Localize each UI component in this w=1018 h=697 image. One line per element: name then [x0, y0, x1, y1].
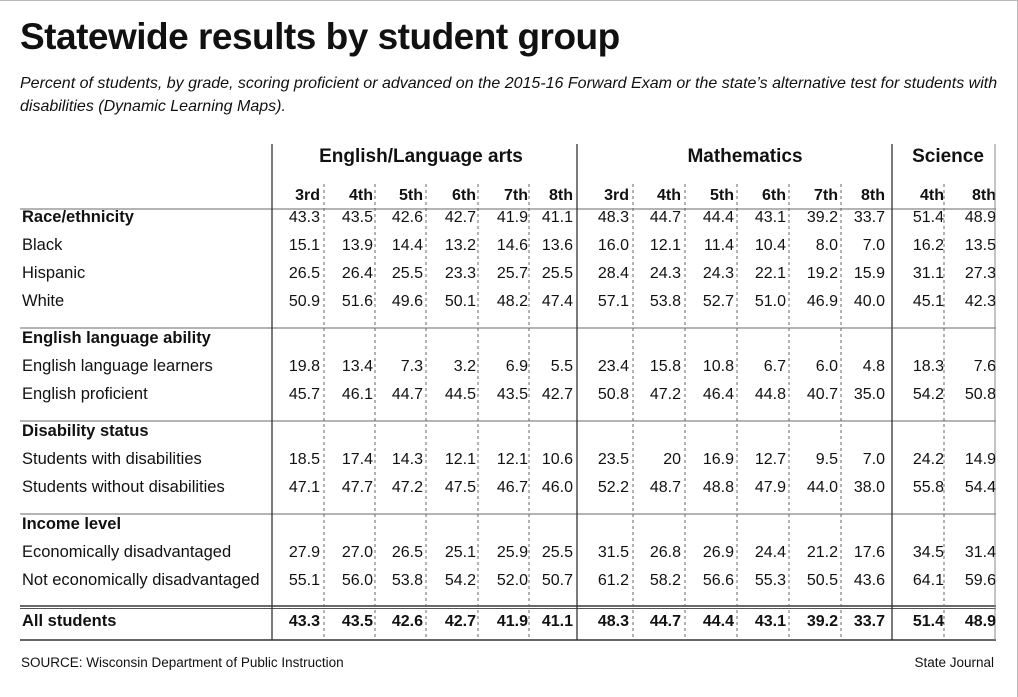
- table-cell: 16.0: [597, 237, 629, 254]
- table-cell: 7.6: [973, 358, 996, 375]
- table-cell: 59.6: [964, 572, 996, 589]
- chart-title: Statewide results by student group: [20, 16, 620, 57]
- table-cell: 13.9: [341, 237, 373, 254]
- table-cell: 24.4: [754, 544, 786, 561]
- table-cell: 55.8: [912, 479, 944, 496]
- table-cell: 35.0: [853, 386, 885, 403]
- table-cell: 48.3: [597, 209, 629, 226]
- table-cell: 44.4: [702, 209, 734, 226]
- table-cell: 6.7: [763, 358, 786, 375]
- total-cell: 43.3: [288, 613, 320, 630]
- table-cell: 46.7: [496, 479, 528, 496]
- table-cell: 25.5: [541, 544, 573, 561]
- row-label: Economically disadvantaged: [22, 543, 232, 561]
- table-cell: 9.5: [815, 451, 838, 468]
- table-cell: 12.1: [649, 237, 681, 254]
- table-cell: 26.5: [288, 265, 320, 282]
- table-cell: 12.1: [444, 451, 476, 468]
- section-label: English language ability: [22, 329, 211, 347]
- total-cell: 41.9: [496, 613, 528, 630]
- table-cell: 40.0: [853, 293, 885, 310]
- table-cell: 47.5: [444, 479, 476, 496]
- table-cell: 46.1: [341, 386, 373, 403]
- table-cell: 56.0: [341, 572, 373, 589]
- table-cell: 21.2: [806, 544, 838, 561]
- table-cell: 45.7: [288, 386, 320, 403]
- table-cell: 56.6: [702, 572, 734, 589]
- table-cell: 10.4: [754, 237, 786, 254]
- table-cell: 52.2: [597, 479, 629, 496]
- table-cell: 51.0: [754, 293, 786, 310]
- table-cell: 14.9: [964, 451, 996, 468]
- total-row-label: All students: [22, 612, 117, 630]
- table-cell: 46.9: [806, 293, 838, 310]
- table-cell: 24.3: [649, 265, 681, 282]
- table-cell: 46.4: [702, 386, 734, 403]
- table-cell: 47.2: [649, 386, 681, 403]
- table-cell: 8.0: [815, 237, 838, 254]
- table-cell: 20: [663, 451, 681, 468]
- table-cell: 19.2: [806, 265, 838, 282]
- table-cell: 48.7: [649, 479, 681, 496]
- table-cell: 26.4: [341, 265, 373, 282]
- table-cell: 44.7: [649, 209, 681, 226]
- total-cell: 43.1: [754, 613, 786, 630]
- table-cell: 54.2: [444, 572, 476, 589]
- grade-header: 4th: [920, 187, 944, 204]
- table-cell: 48.8: [702, 479, 734, 496]
- table-cell: 43.6: [853, 572, 885, 589]
- table-cell: 45.1: [912, 293, 944, 310]
- table-cell: 25.5: [541, 265, 573, 282]
- section-label: Disability status: [22, 422, 149, 440]
- table-cell: 46.0: [541, 479, 573, 496]
- table-cell: 47.9: [754, 479, 786, 496]
- table-cell: 61.2: [597, 572, 629, 589]
- table-cell: 44.0: [806, 479, 838, 496]
- grade-header: 6th: [452, 187, 476, 204]
- table-cell: 11.4: [704, 237, 734, 254]
- table-cell: 55.1: [288, 572, 320, 589]
- row-label: Hispanic: [22, 264, 86, 282]
- section-label: Income level: [22, 515, 122, 533]
- table-cell: 49.6: [391, 293, 423, 310]
- source-note: SOURCE: Wisconsin Department of Public Instruction: [21, 655, 344, 670]
- table-cell: 31.1: [912, 265, 944, 282]
- table-cell: 57.1: [597, 293, 629, 310]
- section-label: Race/ethnicity: [22, 208, 134, 226]
- table-cell: 50.5: [806, 572, 838, 589]
- table-cell: 43.5: [496, 386, 528, 403]
- table-cell: 51.4: [912, 209, 944, 226]
- table-cell: 13.5: [964, 237, 996, 254]
- table-cell: 24.2: [912, 451, 944, 468]
- table-cell: 23.3: [444, 265, 476, 282]
- table-cell: 48.2: [496, 293, 528, 310]
- table-cell: 54.4: [964, 479, 996, 496]
- table-cell: 7.0: [862, 451, 885, 468]
- table-cell: 6.9: [505, 358, 528, 375]
- table-cell: 50.8: [964, 386, 996, 403]
- table-cell: 16.2: [912, 237, 944, 254]
- table-cell: 19.8: [288, 358, 320, 375]
- total-cell: 51.4: [912, 613, 944, 630]
- table-cell: 14.6: [496, 237, 528, 254]
- table-cell: 48.9: [964, 209, 996, 226]
- total-cell: 44.4: [702, 613, 734, 630]
- table-cell: 58.2: [649, 572, 681, 589]
- table-cell: 25.1: [444, 544, 476, 561]
- row-label: Not economically disadvantaged: [22, 571, 260, 589]
- grade-header: 5th: [710, 187, 734, 204]
- table-cell: 31.5: [597, 544, 629, 561]
- total-cell: 44.7: [649, 613, 681, 630]
- table-cell: 27.3: [964, 265, 996, 282]
- table-cell: 55.3: [754, 572, 786, 589]
- grade-header: 5th: [399, 187, 423, 204]
- table-cell: 15.9: [853, 265, 885, 282]
- table-cell: 13.4: [341, 358, 373, 375]
- table-cell: 17.6: [853, 544, 885, 561]
- table-cell: 50.1: [444, 293, 476, 310]
- table-cell: 43.1: [754, 209, 786, 226]
- table-cell: 47.7: [341, 479, 373, 496]
- table-cell: 52.7: [702, 293, 734, 310]
- table-cell: 43.3: [288, 209, 320, 226]
- table-cell: 64.1: [912, 572, 944, 589]
- total-cell: 39.2: [806, 613, 838, 630]
- table-cell: 53.8: [391, 572, 423, 589]
- table-cell: 18.3: [912, 358, 944, 375]
- table-cell: 40.7: [806, 386, 838, 403]
- table-cell: 4.8: [862, 358, 885, 375]
- row-label: White: [22, 292, 65, 310]
- table-cell: 5.5: [550, 358, 573, 375]
- table-cell: 7.3: [400, 358, 423, 375]
- table-cell: 50.7: [541, 572, 573, 589]
- table-cell: 25.9: [496, 544, 528, 561]
- grade-header: 6th: [762, 187, 786, 204]
- row-label: English proficient: [22, 385, 148, 403]
- table-cell: 42.7: [444, 209, 476, 226]
- table-cell: 34.5: [912, 544, 944, 561]
- column-group-header: English/Language arts: [319, 146, 523, 167]
- table-cell: 50.8: [597, 386, 629, 403]
- table-cell: 42.6: [391, 209, 423, 226]
- table-cell: 23.4: [597, 358, 629, 375]
- table-cell: 47.2: [391, 479, 423, 496]
- table-cell: 14.3: [391, 451, 423, 468]
- table-cell: 22.1: [754, 265, 786, 282]
- total-cell: 33.7: [853, 613, 885, 630]
- table-cell: 27.0: [341, 544, 373, 561]
- grade-header: 8th: [549, 187, 573, 204]
- table-cell: 7.0: [862, 237, 885, 254]
- table-cell: 47.1: [288, 479, 320, 496]
- table-cell: 54.2: [912, 386, 944, 403]
- total-cell: 48.3: [597, 613, 629, 630]
- grade-header: 3rd: [295, 187, 320, 204]
- table-cell: 42.7: [541, 386, 573, 403]
- table-cell: 50.9: [288, 293, 320, 310]
- total-cell: 43.5: [341, 613, 373, 630]
- table-cell: 51.6: [341, 293, 373, 310]
- table-cell: 10.6: [541, 451, 573, 468]
- table-cell: 6.0: [815, 358, 838, 375]
- table-cell: 12.7: [754, 451, 786, 468]
- table-cell: 3.2: [453, 358, 476, 375]
- grade-header: 8th: [972, 187, 996, 204]
- table-cell: 47.4: [541, 293, 573, 310]
- table-cell: 44.8: [754, 386, 786, 403]
- grade-header: 4th: [657, 187, 681, 204]
- table-cell: 14.4: [391, 237, 423, 254]
- table-cell: 16.9: [702, 451, 734, 468]
- grade-header: 7th: [504, 187, 528, 204]
- table-cell: 41.9: [496, 209, 528, 226]
- total-cell: 41.1: [541, 613, 573, 630]
- table-cell: 18.5: [288, 451, 320, 468]
- table-cell: 13.6: [541, 237, 573, 254]
- table-cell: 43.5: [341, 209, 373, 226]
- table-cell: 26.5: [391, 544, 423, 561]
- total-cell: 42.7: [444, 613, 476, 630]
- row-label: English language learners: [22, 357, 213, 375]
- table-cell: 24.3: [702, 265, 734, 282]
- table-cell: 15.1: [288, 237, 320, 254]
- table-cell: 52.0: [496, 572, 528, 589]
- table-cell: 53.8: [649, 293, 681, 310]
- table-cell: 10.8: [702, 358, 734, 375]
- table-cell: 15.8: [649, 358, 681, 375]
- column-group-header: Mathematics: [687, 146, 803, 167]
- grade-header: 3rd: [604, 187, 629, 204]
- table-cell: 25.7: [496, 265, 528, 282]
- table-cell: 27.9: [288, 544, 320, 561]
- total-cell: 42.6: [391, 613, 423, 630]
- grade-header: 8th: [861, 187, 885, 204]
- table-cell: 26.9: [702, 544, 734, 561]
- table-cell: 13.2: [444, 237, 476, 254]
- chart-subtitle: Percent of students, by grade, scoring proficient or advanced on the 2015-16 Forward Exam or the state’s alternative test for students with disabilities (Dynamic Learning Maps).: [20, 75, 998, 115]
- table-cell: 39.2: [806, 209, 838, 226]
- table-cell: 28.4: [597, 265, 629, 282]
- table-cell: 38.0: [853, 479, 885, 496]
- table-cell: 44.7: [391, 386, 423, 403]
- total-cell: 48.9: [964, 613, 996, 630]
- row-label: Students with disabilities: [22, 450, 202, 468]
- table-cell: 31.4: [964, 544, 996, 561]
- grade-header: 4th: [349, 187, 373, 204]
- row-label: Black: [22, 236, 63, 254]
- grade-header: 7th: [814, 187, 838, 204]
- table-cell: 44.5: [444, 386, 476, 403]
- table-cell: 41.1: [541, 209, 573, 226]
- table-cell: 33.7: [853, 209, 885, 226]
- table-cell: 17.4: [341, 451, 373, 468]
- credit-line: State Journal: [914, 655, 994, 670]
- table-cell: 23.5: [597, 451, 629, 468]
- table-cell: 42.3: [964, 293, 996, 310]
- table-cell: 25.5: [391, 265, 423, 282]
- column-group-header: Science: [912, 146, 984, 167]
- row-label: Students without disabilities: [22, 478, 225, 496]
- table-cell: 12.1: [496, 451, 528, 468]
- table-cell: 26.8: [649, 544, 681, 561]
